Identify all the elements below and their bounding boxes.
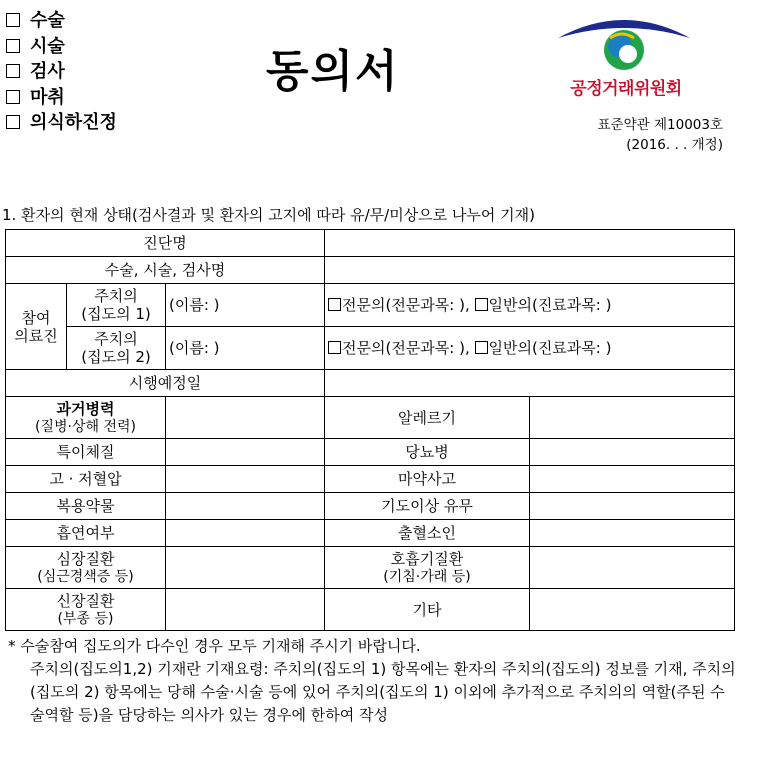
checkbox[interactable] (6, 90, 20, 104)
medication-input[interactable] (166, 493, 325, 520)
checkbox[interactable] (328, 298, 341, 311)
standard-number: 표준약관 제10003호 (597, 117, 723, 133)
footnote-instructions: 주치의(집도의1,2) 기재란 기재요령: 주치의(집도의 1) 항목에는 환자의 주치의(집도의) 정보를 기재, 주치의(집도의 2) 항목에는 당해 수술·시술 등에 있어 주치의(집도의 1) 이외에 추가적으로 주치의의 역할(주된 수술역할 등)을 담당하는 의사가 있는 경우에 한하여 작성 (30, 660, 736, 724)
idiosyncrasy-label: 특이체질 (6, 439, 166, 466)
scheduled-date-input[interactable] (325, 370, 735, 397)
table-row (6, 370, 735, 397)
table-row (6, 439, 735, 466)
diagnosis-label: 진단명 (6, 230, 325, 257)
type-examination[interactable]: 검사 (6, 59, 117, 85)
ftc-logo (552, 8, 702, 103)
diabetes-label: 당뇨병 (325, 439, 530, 466)
respiratory-input[interactable] (530, 547, 735, 589)
table-row (6, 466, 735, 493)
table-row (6, 327, 735, 370)
type-procedure[interactable]: 시술 (6, 34, 117, 60)
table-row (6, 257, 735, 284)
procedure-name-input[interactable] (325, 257, 735, 284)
airway-input[interactable] (530, 493, 735, 520)
type-sedation[interactable]: 의식하진정 (6, 110, 117, 136)
allergy-input[interactable] (530, 397, 735, 439)
bleeding-input[interactable] (530, 520, 735, 547)
footnote-line: * 수술참여 집도의가 다수인 경우 모두 기재해 주시기 바랍니다. (8, 637, 421, 655)
patient-status-table (5, 229, 735, 631)
kidney-input[interactable] (166, 589, 325, 631)
procedure-name-label: 수술, 시술, 검사명 (6, 257, 325, 284)
other-label: 기타 (325, 589, 530, 631)
participants-label: 참여 의료진 (6, 284, 67, 370)
table-row (6, 589, 735, 631)
checkbox[interactable] (475, 341, 488, 354)
medication-label: 복용약물 (6, 493, 166, 520)
checkbox[interactable] (6, 39, 20, 53)
footnote (8, 635, 738, 727)
drug-accident-label: 마약사고 (325, 466, 530, 493)
drug-accident-input[interactable] (530, 466, 735, 493)
type-surgery[interactable]: 수술 (6, 8, 117, 34)
checkbox[interactable] (328, 341, 341, 354)
idiosyncrasy-input[interactable] (166, 439, 325, 466)
table-row (6, 520, 735, 547)
kidney-label: 신장질환 (부종 등) (6, 589, 166, 631)
blood-pressure-input[interactable] (166, 466, 325, 493)
history-input[interactable] (166, 397, 325, 439)
ftc-emblem-icon (552, 8, 702, 78)
attending1-name-input[interactable]: (이름: ) (166, 284, 325, 327)
heart-label: 심장질환 (심근경색증 등) (6, 547, 166, 589)
table-row (6, 493, 735, 520)
bleeding-label: 출혈소인 (325, 520, 530, 547)
respiratory-label: 호흡기질환 (기침·가래 등) (325, 547, 530, 589)
attending2-label: 주치의 (집도의 2) (67, 327, 166, 370)
org-name: 공정거래위원회 (570, 79, 682, 99)
diagnosis-input[interactable] (325, 230, 735, 257)
section-1-heading: 1. 환자의 현재 상태(검사결과 및 환자의 고지에 따라 유/무/미상으로 나누어 기재) (2, 206, 535, 224)
other-input[interactable] (530, 589, 735, 631)
checkbox[interactable] (6, 13, 20, 27)
smoking-input[interactable] (166, 520, 325, 547)
table-row (6, 547, 735, 589)
airway-label: 기도이상 유무 (325, 493, 530, 520)
smoking-label: 흡연여부 (6, 520, 166, 547)
table-row (6, 230, 735, 257)
diabetes-input[interactable] (530, 439, 735, 466)
allergy-label: 알레르기 (325, 397, 530, 439)
type-anesthesia[interactable]: 마취 (6, 85, 117, 111)
history-label: 과거병력 (질병·상해 전력) (6, 397, 166, 439)
attending1-qualification[interactable]: 전문의(전문과목: ), 일반의(진료과목: ) (325, 284, 735, 327)
checkbox[interactable] (6, 64, 20, 78)
attending2-name-input[interactable]: (이름: ) (166, 327, 325, 370)
checkbox[interactable] (6, 115, 20, 129)
blood-pressure-label: 고 · 저혈압 (6, 466, 166, 493)
table-row (6, 397, 735, 439)
standard-terms-info (598, 115, 723, 155)
document-title: 동의서 (266, 46, 400, 97)
scheduled-date-label: 시행예정일 (6, 370, 325, 397)
heart-input[interactable] (166, 547, 325, 589)
checkbox[interactable] (475, 298, 488, 311)
table-row (6, 284, 735, 327)
revision-date: (2016. . . 개정) (626, 137, 723, 153)
attending1-label: 주치의 (집도의 1) (67, 284, 166, 327)
attending2-qualification[interactable]: 전문의(전문과목: ), 일반의(진료과목: ) (325, 327, 735, 370)
procedure-type-checklist (6, 8, 117, 136)
